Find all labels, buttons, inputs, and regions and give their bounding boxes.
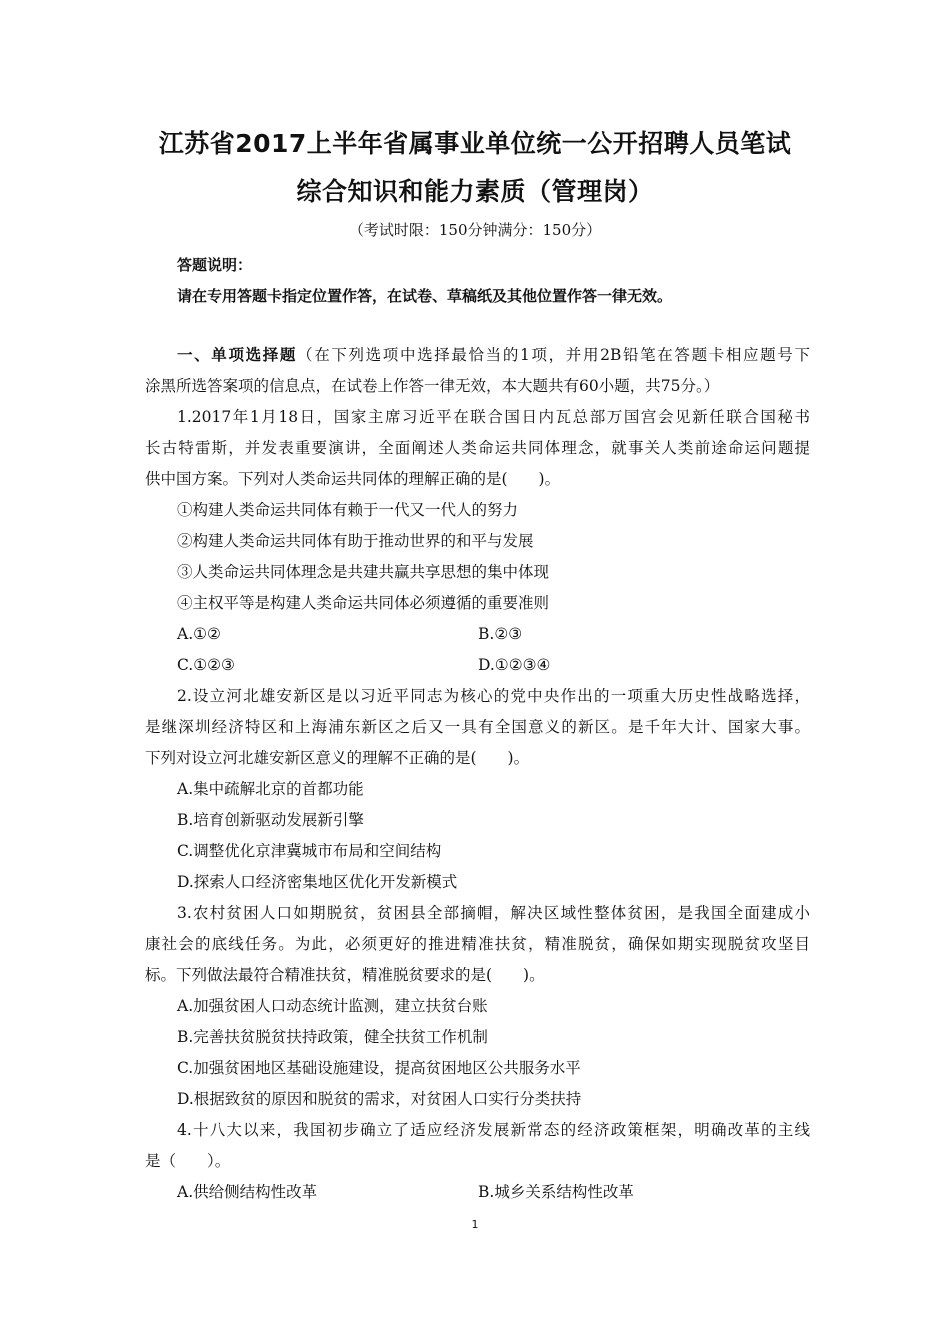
option-row <box>145 650 810 681</box>
statement-item: ④主权平等是构建人类命运共同体必须遵循的重要准则 <box>177 594 550 612</box>
question-stem-line: 标。下列做法最符合精准扶贫，精准脱贫要求的是( )。 <box>145 966 545 984</box>
option-c: C.加强贫困地区基础设施建设，提高贫困地区公共服务水平 <box>177 1059 581 1077</box>
statement-item: ③人类命运共同体理念是共建共赢共享思想的集中体现 <box>177 563 550 581</box>
option-b: B.城乡关系结构性改革 <box>478 1183 634 1201</box>
option-d: D.探索人口经济密集地区优化开发新模式 <box>177 873 458 891</box>
option-a: A.加强贫困人口动态统计监测，建立扶贫台账 <box>177 997 488 1015</box>
option-a: A.①② <box>177 625 221 643</box>
question-stem-line: 是（ ）。 <box>145 1152 231 1170</box>
document-subtitle: 综合知识和能力素质（管理岗） <box>296 177 654 206</box>
instructions-label: 答题说明： <box>177 256 253 274</box>
question-2 <box>145 681 810 898</box>
option-b: B.完善扶贫脱贫扶持政策，健全扶贫工作机制 <box>177 1028 488 1046</box>
instructions-text: 请在专用答题卡指定位置作答，在试卷、草稿纸及其他位置作答一律无效。 <box>177 287 673 305</box>
option-b: B.②③ <box>478 625 523 643</box>
section-one-intro <box>145 340 810 402</box>
option-c: C.①②③ <box>177 656 235 674</box>
option-a: A.集中疏解北京的首都功能 <box>177 780 364 798</box>
option-b: B.培育创新驱动发展新引擎 <box>177 811 364 829</box>
question-1 <box>145 402 810 681</box>
option-row <box>145 1177 810 1208</box>
question-stem-line: 是继深圳经济特区和上海浦东新区之后又一具有全国意义的新区。是千年大计、国家大事。 <box>145 718 810 736</box>
question-stem-line: 康社会的底线任务。为此，必须更好的推进精准扶贫，精准脱贫，确保如期实现脱贫攻坚目 <box>145 935 810 953</box>
question-stem-line: 1.2017年1月18日，国家主席习近平在联合国日内瓦总部万国宫会见新任联合国秘书 <box>177 408 810 426</box>
section-heading: 一、单项选择题 <box>177 346 298 364</box>
question-4 <box>145 1115 810 1208</box>
option-row <box>145 619 810 650</box>
exam-info: （考试时限：150分钟满分：150分） <box>348 221 602 239</box>
document-title: 江苏省2017上半年省属事业单位统一公开招聘人员笔试 <box>158 129 792 158</box>
question-stem-line: 3.农村贫困人口如期脱贫，贫困县全部摘帽，解决区域性整体贫困，是我国全面建成小 <box>177 904 810 922</box>
question-3 <box>145 898 810 1115</box>
option-d: D.根据致贫的原因和脱贫的需求，对贫困人口实行分类扶持 <box>177 1090 582 1108</box>
section-description-part1: （在下列选项中选择最恰当的1项，并用2B铅笔在答题卡相应题号下 <box>297 346 810 364</box>
option-a: A.供给侧结构性改革 <box>177 1183 318 1201</box>
question-stem-line: 长古特雷斯，并发表重要演讲，全面阐述人类命运共同体理念，就事关人类前途命运问题提 <box>145 439 810 457</box>
question-stem-line: 供中国方案。下列对人类命运共同体的理解正确的是( )。 <box>145 470 561 488</box>
section-description-part2: 涂黑所选答案项的信息点，在试卷上作答一律无效，本大题共有60小题，共75分。） <box>145 377 720 395</box>
option-d: D.①②③④ <box>478 656 551 674</box>
statement-item: ①构建人类命运共同体有赖于一代又一代人的努力 <box>177 501 519 519</box>
section-heading-line <box>145 340 810 371</box>
page-number: 1 <box>471 1218 479 1231</box>
statement-item: ②构建人类命运共同体有助于推动世界的和平与发展 <box>177 532 534 550</box>
question-stem-line: 2.设立河北雄安新区是以习近平同志为核心的党中央作出的一项重大历史性战略选择， <box>177 687 810 705</box>
option-c: C.调整优化京津冀城市布局和空间结构 <box>177 842 442 860</box>
question-stem-line: 下列对设立河北雄安新区意义的理解不正确的是( )。 <box>145 749 530 767</box>
question-stem-line: 4.十八大以来，我国初步确立了适应经济发展新常态的经济政策框架，明确改革的主线 <box>177 1121 810 1139</box>
